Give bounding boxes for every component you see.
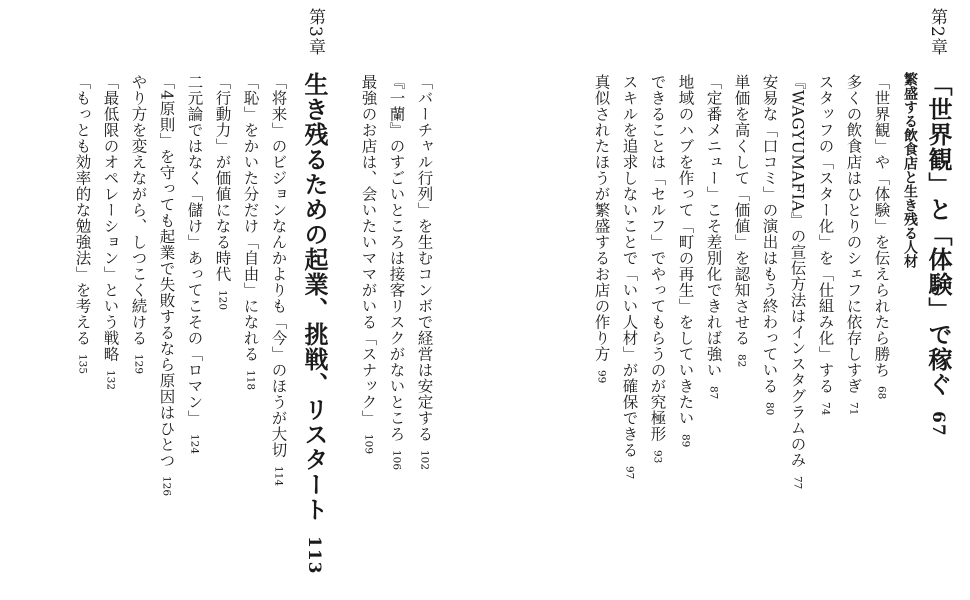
toc-entry[interactable] [388, 74, 404, 470]
toc-entry-text: 地域のハブを作って「町の再生」をしていきたい [676, 74, 695, 426]
toc-entry-text: 多くの飲食店はひとりのシェフに依存しすぎ [844, 74, 863, 394]
toc-entry-text: できることは「セルフ」でやってもらうのが究極形 [648, 74, 667, 442]
toc-entry-page: 132 [104, 370, 117, 391]
chapter-2-label: 第2章 [927, 8, 947, 56]
toc-entry-text: 安易な「口コミ」の演出はもう終わっている [760, 74, 779, 394]
toc-entry[interactable] [242, 74, 258, 390]
toc-entry-text: スキルを追求しないことで「いい人材」が確保できる [620, 74, 639, 458]
toc-entry-page: 99 [595, 370, 608, 384]
toc-entry[interactable] [733, 74, 749, 367]
toc-entry-page: 68 [875, 386, 888, 400]
toc-entry-text: 「行動力」が価値になる時代 [213, 74, 232, 282]
toc-entry[interactable] [186, 74, 202, 454]
toc-entry[interactable] [360, 74, 376, 454]
toc-entry[interactable] [873, 74, 889, 399]
toc-entry[interactable] [621, 74, 637, 479]
chapter-3-title-text: 生き残るための起業、挑戦、リスタート [300, 72, 329, 522]
toc-entry-page: 106 [390, 450, 403, 471]
toc-entry-text: 「バーチャル行列」を生むコンボで経営は安定する [415, 74, 434, 442]
toc-entry-text: 最強のお店は、会いたいママがいる「スナック」 [359, 74, 378, 426]
toc-entry[interactable] [102, 74, 118, 390]
toc-entry-text: やり方を変えながら、しつこく続ける [129, 74, 148, 346]
toc-entry-page: 97 [623, 466, 636, 480]
toc-entry-text: 「4原則」を守っても起業で失敗するなら原因はひとつ [157, 74, 176, 469]
chapter-3-label: 第3章 [305, 8, 325, 56]
toc-entry-text: 二元論ではなく「儲け」あってこその「ロマン」 [185, 74, 204, 426]
toc-entry-page: 102 [418, 450, 431, 471]
toc-entry[interactable] [845, 74, 861, 415]
toc-entry[interactable] [214, 74, 230, 310]
toc-entry[interactable] [761, 74, 777, 415]
toc-entry-page: 93 [651, 450, 664, 464]
toc-entry-text: 『一蘭』のすごいところは接客リスクがないところ [387, 74, 406, 442]
chapter-2-page: 67 [928, 411, 948, 437]
toc-entry-page: 120 [216, 290, 229, 311]
toc-entry-page: 82 [735, 354, 748, 368]
chapter-2-title [924, 72, 953, 437]
toc-entry[interactable] [416, 74, 432, 470]
toc-entry-text: 「恥」をかいた分だけ「自由」になれる [241, 74, 260, 362]
toc-entry-page: 74 [819, 402, 832, 416]
toc-entry-page: 126 [160, 476, 173, 497]
toc-entry-text: 「最低限のオペレーション」という戦略 [101, 74, 120, 362]
chapter-2-title-text: 「世界観」と「体験」で稼ぐ [924, 72, 953, 397]
toc-entry-text: スタッフの「スター化」を「仕組み化」する [816, 74, 835, 394]
toc-entry-text: 「もっとも効率的な勉強法」を考える [73, 74, 92, 346]
toc-entry[interactable] [789, 74, 805, 489]
toc-entry[interactable] [130, 74, 146, 374]
toc-entry[interactable] [158, 74, 174, 496]
toc-entry-text: 単価を高くして「価値」を認知させる [732, 74, 751, 346]
toc-entry-page: 114 [272, 466, 285, 487]
toc-entry[interactable] [74, 74, 90, 374]
toc-entry-text: 「世界観」や「体験」を伝えられたら勝ち [872, 74, 891, 378]
chapter-2-subtitle: 繁盛する飲食店と生き残る人材 [902, 72, 918, 268]
toc-entry-text: 『WAGYUMAFIA』の宣伝方法はインスタグラムのみ [788, 74, 807, 468]
toc-entry-page: 87 [707, 386, 720, 400]
chapter-3-page: 113 [304, 536, 324, 575]
toc-entry-page: 124 [188, 434, 201, 455]
chapter-3-title [300, 72, 329, 575]
toc-entry[interactable] [705, 74, 721, 399]
toc-entry-page: 71 [847, 402, 860, 416]
toc-entry-text: 「将来」のビジョンなんかよりも「今」のほうが大切 [269, 74, 288, 458]
toc-entry[interactable] [649, 74, 665, 463]
toc-entry-page: 80 [763, 402, 776, 416]
toc-entry[interactable] [593, 74, 609, 383]
toc-entry-page: 77 [791, 475, 804, 490]
toc-entry[interactable] [817, 74, 833, 415]
toc-entry[interactable] [677, 74, 693, 447]
toc-entry-page: 135 [76, 354, 89, 375]
toc-entry-page: 129 [132, 354, 145, 375]
toc-entry[interactable] [270, 74, 286, 486]
toc-entry-text: 「定番メニュー」こそ差別化できれば強い [704, 74, 723, 378]
toc-entry-page: 118 [244, 370, 257, 391]
toc-entry-text: 真似されたほうが繁盛するお店の作り方 [592, 74, 611, 362]
toc-entry-page: 89 [679, 434, 692, 448]
toc-entry-page: 109 [362, 434, 375, 455]
